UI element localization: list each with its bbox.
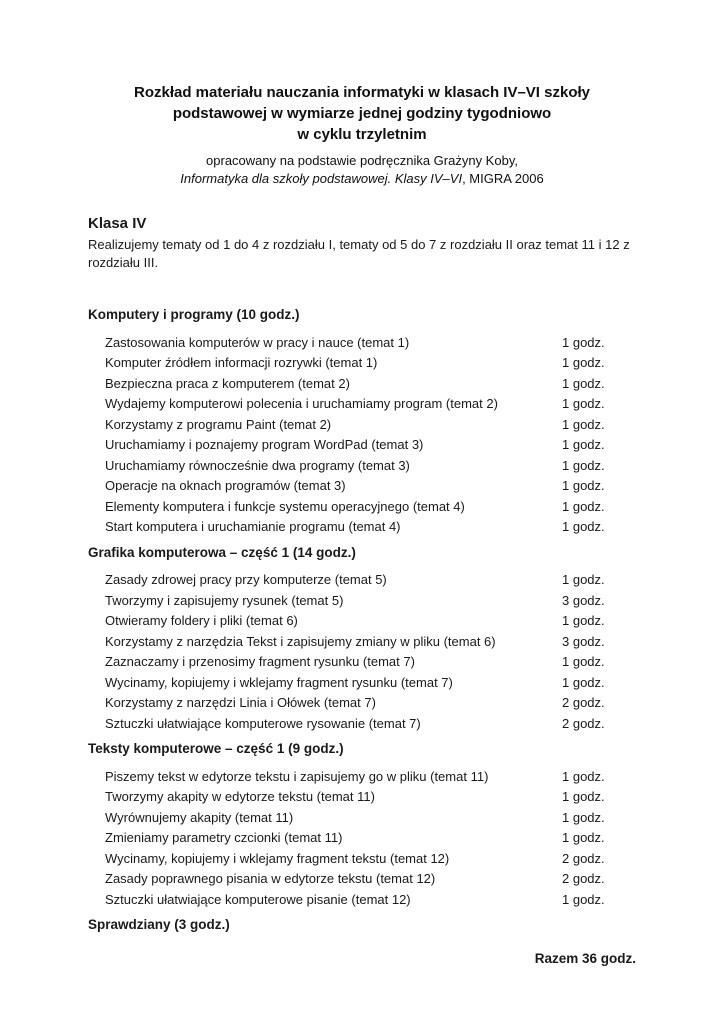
item-hours: 2 godz. [562, 850, 605, 866]
document-title-line-1: Rozkład materiału nauczania informatyki w klasach IV–VI szkoły [133, 84, 590, 101]
item-hours: 1 godz. [562, 830, 605, 845]
item-hours: 1 godz. [562, 809, 605, 825]
document-subtitle [88, 152, 636, 188]
item-hours: 2 godz. [562, 695, 605, 710]
item-label: Korzystamy z programu Paint (temat 2) [105, 416, 332, 432]
item-hours: 3 godz. [562, 592, 605, 608]
subtitle-line-1: opracowany na podstawie podręcznika Grażyny Koby, [206, 153, 518, 168]
item-hours: 1 godz. [562, 789, 605, 804]
document-title-line-3: w cyklu trzyletnim [297, 126, 427, 143]
curriculum-item-row [88, 693, 636, 714]
item-hours: 1 godz. [562, 519, 605, 534]
section-heading: Teksty komputerowe – część 1 (9 godz.) [88, 741, 344, 756]
item-hours: 2 godz. [562, 715, 605, 731]
item-hours: 1 godz. [562, 891, 605, 907]
subtitle-publisher: , MIGRA 2006 [462, 171, 544, 186]
item-label: Zasady poprawnego pisania w edytorze tekstu (temat 12) [105, 871, 436, 886]
item-label: Operacje na oknach programów (temat 3) [105, 478, 346, 493]
item-label: Zasady zdrowej pracy przy komputerze (temat 5) [105, 572, 387, 587]
sections [88, 305, 636, 936]
item-label: Sztuczki ułatwiające komputerowe rysowanie (temat 7) [105, 715, 421, 731]
curriculum-item-row [88, 476, 636, 497]
item-hours: 1 godz. [562, 498, 605, 514]
item-hours: 1 godz. [562, 478, 605, 493]
curriculum-item-row [88, 673, 636, 694]
curriculum-item-row [88, 591, 636, 612]
item-label: Komputer źródłem informacji rozrywki (temat 1) [105, 355, 378, 370]
curriculum-item-row [88, 632, 636, 653]
curriculum-item-row [88, 435, 636, 456]
curriculum-item-row [88, 517, 636, 538]
item-label: Tworzymy i zapisujemy rysunek (temat 5) [105, 592, 344, 608]
item-label: Tworzymy akapity w edytorze tekstu (temat 11) [105, 789, 375, 804]
curriculum-item-row [88, 828, 636, 849]
total-hours: Razem 36 godz. [534, 950, 636, 966]
curriculum-item-row [88, 652, 636, 673]
item-hours: 1 godz. [562, 768, 605, 784]
item-label: Korzystamy z narzędzi Linia i Ołówek (temat 7) [105, 695, 376, 710]
item-hours: 1 godz. [562, 572, 605, 587]
item-label: Piszemy tekst w edytorze tekstu i zapisujemy go w pliku (temat 11) [105, 768, 489, 784]
item-label: Wycinamy, kopiujemy i wklejamy fragment tekstu (temat 12) [105, 850, 450, 866]
curriculum-item-row [88, 333, 636, 354]
curriculum-item-row [88, 890, 636, 911]
item-label: Otwieramy foldery i pliki (temat 6) [105, 613, 298, 628]
item-hours: 1 godz. [562, 457, 605, 473]
item-hours: 1 godz. [562, 437, 605, 452]
item-hours: 1 godz. [562, 674, 605, 690]
item-label: Zmieniamy parametry czcionki (temat 11) [105, 830, 343, 845]
item-label: Zaznaczamy i przenosimy fragment rysunku (temat 7) [105, 654, 415, 669]
curriculum-item-row [88, 767, 636, 788]
section-heading: Komputery i programy (10 godz.) [88, 307, 300, 322]
curriculum-item-row [88, 808, 636, 829]
document-title-line-2: podstawowej w wymiarze jednej godziny tygodniowo [172, 105, 552, 122]
item-hours: 3 godz. [562, 633, 605, 649]
item-label: Uruchamiamy i poznajemy program WordPad (temat 3) [105, 437, 424, 452]
item-hours: 1 godz. [562, 613, 605, 628]
item-label: Wyrównujemy akapity (temat 11) [105, 809, 294, 825]
item-label: Elementy komputera i funkcje systemu operacyjnego (temat 4) [105, 498, 465, 514]
curriculum-item-row [88, 714, 636, 735]
curriculum-item-row [88, 497, 636, 518]
klasa-heading: Klasa IV [88, 215, 147, 232]
item-label: Korzystamy z narzędzia Tekst i zapisujemy zmiany w pliku (temat 6) [105, 633, 496, 649]
item-label: Sztuczki ułatwiające komputerowe pisanie (temat 12) [105, 891, 411, 907]
curriculum-item-row [88, 394, 636, 415]
item-hours: 1 godz. [562, 355, 605, 370]
curriculum-item-row [88, 456, 636, 477]
klasa-intro: Realizujemy tematy od 1 do 4 z rozdziału I, tematy od 5 do 7 z rozdziału II oraz temat 11 i 12 z rozdziału III. [88, 237, 630, 270]
curriculum-item-row [88, 787, 636, 808]
section-heading: Sprawdziany (3 godz.) [88, 917, 230, 932]
item-hours: 1 godz. [562, 416, 605, 432]
curriculum-item-row [88, 849, 636, 870]
subtitle-line-2 [88, 170, 636, 188]
curriculum-item-row [88, 869, 636, 890]
section-heading: Grafika komputerowa – część 1 (14 godz.) [88, 544, 356, 560]
item-hours: 1 godz. [562, 654, 605, 669]
curriculum-item-row [88, 570, 636, 591]
item-label: Bezpieczna praca z komputerem (temat 2) [105, 375, 350, 391]
item-hours: 1 godz. [562, 375, 605, 391]
item-label: Zastosowania komputerów w pracy i nauce (temat 1) [105, 334, 410, 350]
curriculum-item-row [88, 374, 636, 395]
curriculum-item-row [88, 415, 636, 436]
item-label: Uruchamiamy równocześnie dwa programy (temat 3) [105, 457, 410, 473]
subtitle-book-title: Informatyka dla szkoły podstawowej. Klasy IV–VI [180, 171, 463, 186]
item-label: Wycinamy, kopiujemy i wklejamy fragment rysunku (temat 7) [105, 674, 453, 690]
item-hours: 1 godz. [562, 334, 605, 350]
item-hours: 2 godz. [562, 871, 605, 886]
item-label: Start komputera i uruchamianie programu (temat 4) [105, 519, 401, 534]
document-title [88, 82, 636, 145]
item-hours: 1 godz. [562, 396, 605, 411]
item-label: Wydajemy komputerowi polecenia i uruchamiamy program (temat 2) [105, 396, 498, 411]
curriculum-item-row [88, 353, 636, 374]
curriculum-item-row [88, 611, 636, 632]
